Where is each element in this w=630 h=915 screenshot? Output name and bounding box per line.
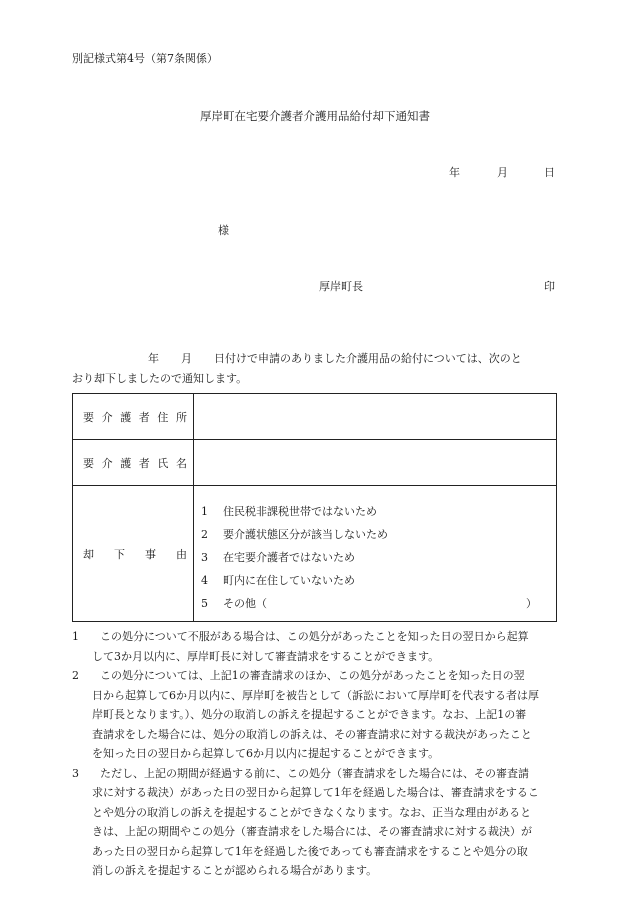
rejection-table [72, 393, 557, 622]
note-line: とや処分の取消しの訴えを提起することができなくなります。なお、正当な理由があると [92, 805, 532, 819]
note-item [72, 764, 560, 881]
reason-label-cell [73, 486, 194, 622]
intro-line-1 [72, 349, 558, 369]
reason-item-other[interactable] [201, 592, 556, 615]
seal-mark: 印 [544, 280, 555, 293]
note-line: 消しの訴えを提起することが認められる場合があります。 [92, 864, 378, 877]
label-char: 者 [138, 456, 150, 470]
intro-text-1: 日付けで申請のありました介護用品の給付については、次のと [214, 352, 522, 365]
label-char: 却 [83, 547, 94, 561]
address-row [73, 394, 557, 440]
reason-text: 要介護状態区分が該当しないため [223, 528, 388, 541]
reason-item[interactable] [201, 546, 556, 569]
address-value-cell[interactable] [194, 394, 557, 440]
reason-text: その他（ [223, 597, 267, 610]
note-line: この処分については、上記1の審査請求のほか、この処分があったことを知った日の翌 [100, 669, 525, 682]
label-char: 氏 [157, 456, 169, 470]
reason-text: 住民税非課税世帯ではないため [223, 505, 377, 518]
note-line: して3か月以内に、厚岸町長に対して審査請求をすることができます。 [92, 649, 440, 663]
intro-line-2: おり却下しましたので通知します。 [72, 372, 248, 385]
date-month-label: 月 [497, 166, 508, 179]
note-line: を知った日の翌日から起算して6か月以内に提起することができます。 [92, 747, 440, 760]
note-line: 岸町長となります。）、処分の取消しの訴えを提起することができます。なお、上記1の審 [92, 708, 527, 721]
note-text [92, 666, 560, 764]
label-char: 要 [83, 410, 94, 424]
note-line: きは、上記の期間やこの処分（審査請求をした場合には、その審査請求に対する裁決）が [92, 825, 532, 838]
reason-text: 町内に在住していないため [223, 574, 355, 587]
note-line: 査請求をした場合には、処分の取消しの訴えは、その審査請求に対する裁決があったこと [92, 727, 532, 741]
reason-number: 4 [201, 574, 208, 587]
form-number: 別記様式第4号（第7条関係） [72, 52, 218, 65]
reason-number: 1 [201, 505, 208, 518]
note-line: 求に対する裁決）があった日の翌日から起算して1年を経過した場合は、審査請求をするこ [92, 786, 539, 799]
note-line: あった日の翌日から起算して1年を経過した後であっても審査請求をすることや処分の取 [92, 844, 528, 858]
reason-label [73, 546, 193, 562]
label-char: 介 [101, 456, 113, 470]
note-number: 2 [72, 669, 79, 682]
name-label-cell [73, 440, 194, 486]
addressee-honorific: 様 [218, 224, 229, 237]
note-number: 1 [72, 630, 79, 643]
note-text [92, 764, 560, 881]
label-char: 名 [175, 456, 187, 470]
reason-list [194, 492, 556, 615]
label-char: 護 [120, 456, 132, 470]
note-line: この処分について不服がある場合は、この処分があったことを知った日の翌日から起算 [100, 630, 529, 643]
reason-number: 2 [201, 528, 208, 541]
name-label [73, 455, 193, 471]
reason-text: 在宅要介護者ではないため [223, 551, 355, 564]
note-line: 日から起算して6か月以内に、厚岸町を被告として（訴訟において厚岸町を代表する者は厚 [92, 688, 539, 702]
reason-row [73, 486, 557, 622]
note-item [72, 627, 560, 666]
reason-item[interactable] [201, 569, 556, 592]
label-char: 所 [175, 410, 187, 424]
reason-number: 5 [201, 597, 208, 610]
note-line: ただし、上記の期間が経過する前に、この処分（審査請求をした場合には、その審査請 [100, 766, 529, 780]
reason-number: 3 [201, 551, 208, 564]
document-title: 厚岸町在宅要介護者介護用品給付却下通知書 [200, 109, 430, 123]
note-item [72, 666, 560, 764]
other-close-paren: ） [526, 597, 537, 610]
label-char: 介 [101, 410, 113, 424]
label-char: 事 [145, 547, 156, 561]
reason-item[interactable] [201, 500, 556, 523]
label-char: 護 [120, 410, 132, 424]
name-value-cell[interactable] [194, 440, 557, 486]
label-char: 下 [114, 547, 125, 561]
date-day-label: 日 [544, 166, 555, 179]
note-number: 3 [72, 766, 79, 780]
name-row [73, 440, 557, 486]
label-char: 住 [157, 410, 169, 424]
notes-section [72, 627, 560, 881]
intro-paragraph [72, 349, 558, 389]
label-char: 要 [83, 456, 94, 470]
address-label [73, 409, 193, 425]
reason-list-cell [194, 486, 557, 622]
sender-name: 厚岸町長 [319, 280, 363, 293]
date-year-label: 年 [449, 166, 460, 179]
intro-year: 年 [148, 352, 159, 365]
reason-item[interactable] [201, 523, 556, 546]
label-char: 者 [138, 410, 150, 424]
note-text [92, 627, 560, 666]
label-char: 由 [176, 547, 187, 561]
intro-month: 月 [181, 352, 192, 365]
address-label-cell [73, 394, 194, 440]
